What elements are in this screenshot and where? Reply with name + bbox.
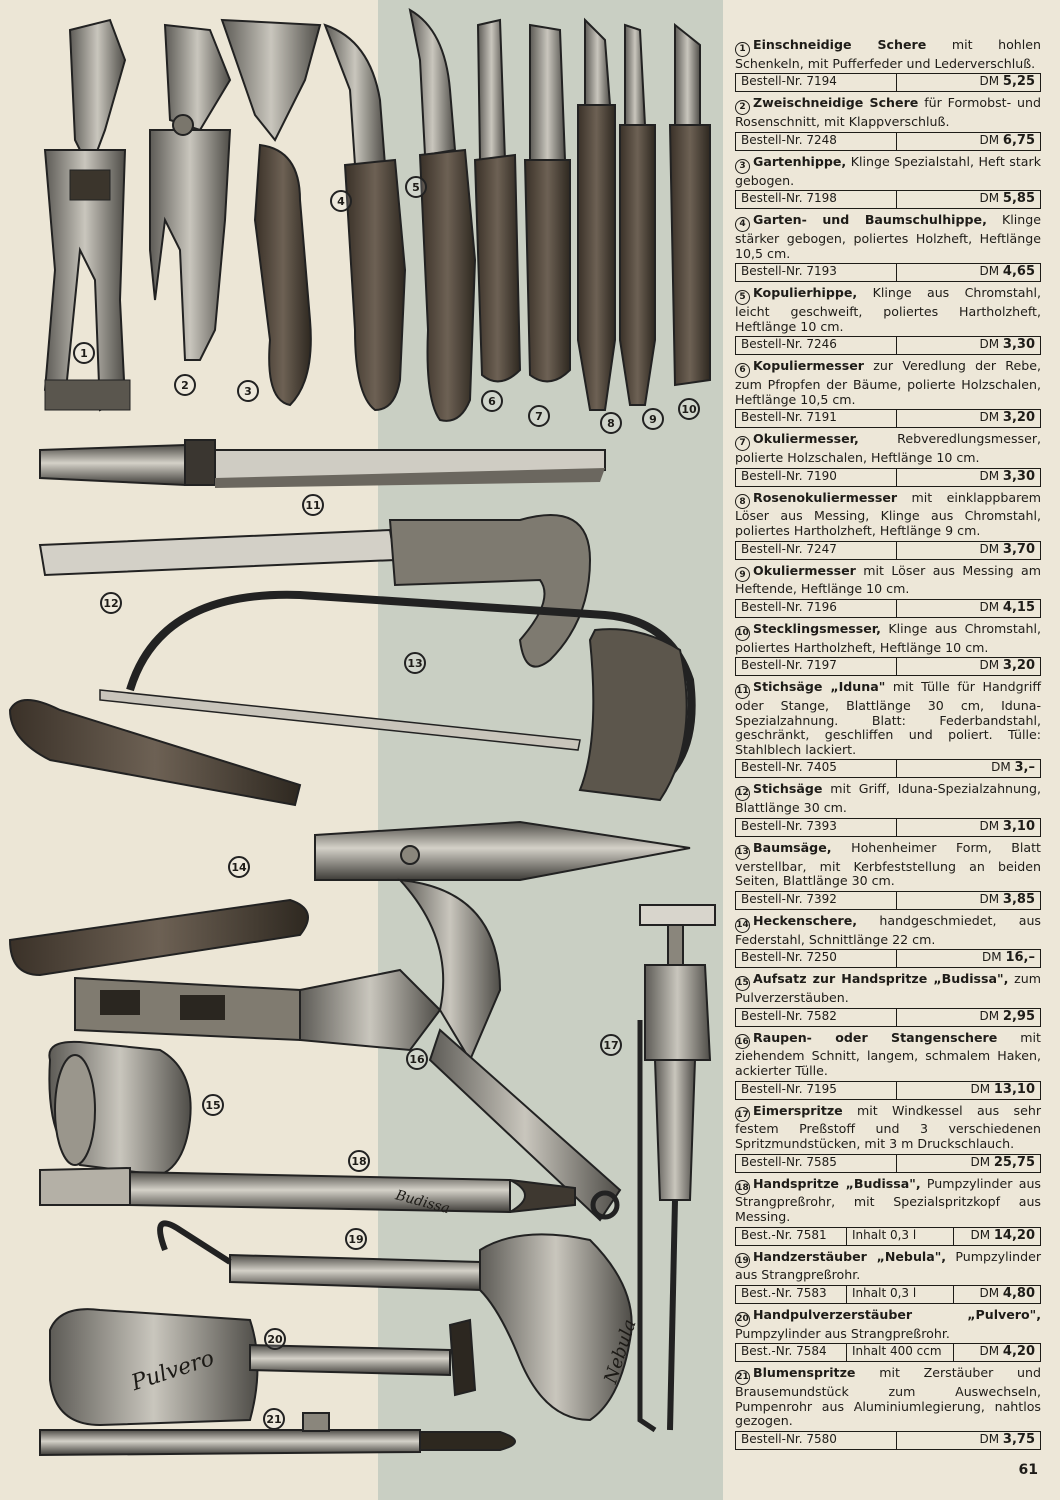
order-box xyxy=(735,336,1041,355)
catalog-item-4 xyxy=(735,213,1041,282)
catalog-item-9 xyxy=(735,564,1041,618)
item-number: 3 xyxy=(735,159,750,174)
order-box xyxy=(735,1227,1041,1246)
item-description xyxy=(735,1031,1041,1079)
order-price xyxy=(897,469,1040,486)
shears-2-illustration xyxy=(150,25,230,360)
price-currency: DM xyxy=(979,468,1000,483)
order-number: Bestell-Nr. 7190 xyxy=(736,469,897,486)
price-value: 13,10 xyxy=(993,1081,1035,1097)
order-number: Bestell-Nr. 7247 xyxy=(736,542,897,559)
catalog-item-10 xyxy=(735,622,1041,676)
item-title: Blumenspritze xyxy=(753,1365,856,1381)
order-box xyxy=(735,1285,1041,1304)
price-value: 3,85 xyxy=(1002,891,1035,907)
catalog-item-5 xyxy=(735,286,1041,355)
price-currency: DM xyxy=(979,410,1000,425)
price-value: 25,75 xyxy=(993,1154,1035,1170)
item-desc-text: Pumpzylinder aus Strangpreßrohr. xyxy=(735,1325,950,1341)
order-price xyxy=(897,337,1040,354)
item-desc-text: zum Pulverzerstäuben. xyxy=(735,971,1041,1006)
item-description xyxy=(735,432,1041,465)
item-number: 20 xyxy=(735,1312,750,1327)
attachment-15-illustration xyxy=(49,1042,190,1175)
item-desc-text: Pumpzylinder aus Strangpreßrohr, mit Spezialspritzkopf aus Messing. xyxy=(735,1175,1041,1224)
item-desc-text: Klinge Spezialstahl, Heft stark gebogen. xyxy=(735,153,1041,188)
item-title: Kopuliermesser xyxy=(753,358,864,374)
order-box xyxy=(735,599,1041,618)
callout-16: 16 xyxy=(406,1048,428,1070)
catalog-item-2 xyxy=(735,96,1041,150)
order-number: Bestell-Nr. 7585 xyxy=(736,1155,897,1172)
price-value: 3,75 xyxy=(1002,1431,1035,1447)
item-number: 8 xyxy=(735,494,750,509)
order-number: Bestell-Nr. 7191 xyxy=(736,410,897,427)
catalog-item-17 xyxy=(735,1104,1041,1173)
item-number: 2 xyxy=(735,100,750,115)
catalog-item-8 xyxy=(735,491,1041,560)
item-title: Okuliermesser, xyxy=(753,431,859,447)
item-description xyxy=(735,972,1041,1005)
order-price xyxy=(897,892,1040,909)
hand-sprayer-18-illustration xyxy=(40,1168,575,1212)
price-value: 3,20 xyxy=(1002,410,1035,426)
catalog-item-19 xyxy=(735,1250,1041,1304)
item-number: 13 xyxy=(735,845,750,860)
order-box xyxy=(735,190,1041,209)
order-box xyxy=(735,1081,1041,1100)
price-value: 3,30 xyxy=(1002,337,1035,353)
price-value: 3,70 xyxy=(1002,541,1035,557)
item-number: 10 xyxy=(735,626,750,641)
item-desc-text: mit hohlen Schenkeln, mit Pufferfeder und Lederverschluß. xyxy=(735,37,1041,71)
item-title: Garten- und Baumschulhippe, xyxy=(753,212,987,228)
order-price xyxy=(954,1344,1040,1361)
catalog-item-15 xyxy=(735,972,1041,1026)
item-desc-text: mit einklappbarem Löser aus Messing, Klinge aus Chromstahl, poliertes Hartholzheft, Heftlänge 9 cm. xyxy=(735,489,1041,538)
item-number: 17 xyxy=(735,1107,750,1122)
order-number: Bestell-Nr. 7194 xyxy=(736,74,897,91)
order-number: Bestell-Nr. 7393 xyxy=(736,819,897,836)
item-description xyxy=(735,1104,1041,1152)
order-box xyxy=(735,1343,1041,1362)
item-number: 16 xyxy=(735,1034,750,1049)
item-title: Einschneidige Schere xyxy=(753,37,927,52)
price-currency: DM xyxy=(979,541,1000,556)
order-number: Bestell-Nr. 7198 xyxy=(736,191,897,208)
callout-4: 4 xyxy=(330,190,352,212)
price-value: 3,10 xyxy=(1002,818,1035,834)
callout-12: 12 xyxy=(100,592,122,614)
callout-14: 14 xyxy=(228,856,250,878)
item-description xyxy=(735,155,1041,188)
item-title: Handpulverzerstäuber „Pulvero", xyxy=(753,1306,1041,1322)
item-desc-text: mit Löser aus Messing am Heftende, Heftlänge 10 cm. xyxy=(735,562,1041,597)
price-currency: DM xyxy=(979,658,1000,673)
item-title: Kopulierhippe, xyxy=(753,285,858,301)
item-description xyxy=(735,1308,1041,1341)
item-description xyxy=(735,286,1041,334)
item-number: 6 xyxy=(735,363,750,378)
item-desc-text: handgeschmiedet, aus Federstahl, Schnittlänge 22 cm. xyxy=(735,912,1041,947)
order-box xyxy=(735,1008,1041,1027)
order-number: Bestell-Nr. 7193 xyxy=(736,264,897,281)
order-number: Bestell-Nr. 7248 xyxy=(736,133,897,150)
order-box xyxy=(735,541,1041,560)
item-title: Stecklingsmesser, xyxy=(753,620,881,636)
catalog-item-12 xyxy=(735,782,1041,836)
item-description xyxy=(735,914,1041,947)
order-box xyxy=(735,468,1041,487)
callout-5: 5 xyxy=(405,176,427,198)
item-desc-text: mit Griff, Iduna-Spezialzahnung, Blattlänge 30 cm. xyxy=(735,781,1041,816)
item-description xyxy=(735,96,1041,129)
order-number: Bestell-Nr. 7582 xyxy=(736,1009,897,1026)
order-price xyxy=(897,658,1040,675)
order-number: Bestell-Nr. 7246 xyxy=(736,337,897,354)
catalog-item-13 xyxy=(735,841,1041,910)
price-currency: DM xyxy=(970,1227,991,1242)
price-currency: DM xyxy=(979,1285,1000,1300)
order-number: Best.-Nr. 7584 xyxy=(736,1344,847,1361)
item-number: 18 xyxy=(735,1180,750,1195)
order-number: Bestell-Nr. 7195 xyxy=(736,1082,897,1099)
order-box xyxy=(735,818,1041,837)
price-currency: DM xyxy=(979,1431,1000,1446)
item-desc-text: Klinge aus Chromstahl, leicht geschweift, poliertes Hartholzheft, Heftlänge 10 cm. xyxy=(735,285,1041,334)
price-currency: DM xyxy=(979,1344,1000,1359)
order-box xyxy=(735,1431,1041,1450)
price-currency: DM xyxy=(991,760,1011,775)
item-desc-text: für Formobst- und Rosenschnitt, mit Klappverschluß. xyxy=(735,95,1041,130)
catalog-item-21 xyxy=(735,1366,1041,1450)
price-currency: DM xyxy=(970,1081,991,1096)
catalog-item-7 xyxy=(735,432,1041,486)
catalog-item-1 xyxy=(735,38,1041,92)
price-value: 3,– xyxy=(1014,760,1035,776)
order-price xyxy=(897,1155,1040,1172)
item-number: 4 xyxy=(735,217,750,232)
callout-10: 10 xyxy=(678,398,700,420)
item-description xyxy=(735,564,1041,597)
order-box xyxy=(735,263,1041,282)
item-title: Handspritze „Budissa", xyxy=(753,1175,921,1191)
order-number: Bestell-Nr. 7197 xyxy=(736,658,897,675)
item-title: Gartenhippe, xyxy=(753,153,847,169)
price-currency: DM xyxy=(979,1008,1000,1023)
order-price xyxy=(897,950,1040,967)
nebula-mark: Nebula xyxy=(600,1316,641,1387)
price-value: 16,– xyxy=(1005,950,1035,966)
order-number: Best.-Nr. 7581 xyxy=(736,1228,847,1245)
catalog-item-3 xyxy=(735,155,1041,209)
callout-11: 11 xyxy=(302,494,324,516)
item-title: Heckenschere, xyxy=(753,912,858,928)
item-title: Stichsäge xyxy=(753,781,823,797)
callout-6: 6 xyxy=(481,390,503,412)
item-title: Okuliermesser xyxy=(753,562,856,578)
hedge-shears-14-illustration xyxy=(10,700,690,975)
callout-17: 17 xyxy=(600,1034,622,1056)
catalog-item-6 xyxy=(735,359,1041,428)
item-description xyxy=(735,359,1041,407)
price-currency: DM xyxy=(979,337,1000,352)
saw-11-illustration xyxy=(40,440,605,488)
callout-2: 2 xyxy=(174,374,196,396)
item-desc-text: mit ziehendem Schnitt, langem, schmalem Haken, ackierter Tülle. xyxy=(735,1029,1041,1078)
item-number: 1 xyxy=(735,42,750,57)
price-currency: DM xyxy=(970,1154,991,1169)
item-title: Handzerstäuber „Nebula", xyxy=(753,1248,947,1264)
item-description xyxy=(735,782,1041,815)
order-price xyxy=(954,1228,1040,1245)
page-number: 61 xyxy=(1018,1462,1038,1478)
catalog-column xyxy=(735,38,1041,1454)
item-desc-text: Klinge stärker gebogen, poliertes Holzheft, Heftlänge 10,5 cm. xyxy=(735,212,1041,261)
order-price xyxy=(897,133,1040,150)
order-box xyxy=(735,759,1041,778)
order-content: Inhalt 400 ccm xyxy=(847,1344,954,1361)
item-description xyxy=(735,680,1041,757)
item-number: 19 xyxy=(735,1253,750,1268)
item-desc-text: Pumpzylinder aus Strangpreßrohr. xyxy=(735,1248,1041,1283)
callout-9: 9 xyxy=(642,408,664,430)
item-description xyxy=(735,1177,1041,1225)
item-description xyxy=(735,841,1041,889)
item-description xyxy=(735,491,1041,539)
callout-8: 8 xyxy=(600,412,622,434)
price-value: 4,80 xyxy=(1002,1285,1035,1301)
item-number: 11 xyxy=(735,684,750,699)
item-number: 12 xyxy=(735,786,750,801)
order-price xyxy=(897,264,1040,281)
callout-13: 13 xyxy=(404,652,426,674)
sprayer-17-illustration xyxy=(640,905,715,1430)
item-title: Aufsatz zur Handspritze „Budissa", xyxy=(753,971,1009,987)
price-currency: DM xyxy=(979,891,1000,906)
order-price xyxy=(897,819,1040,836)
price-currency: DM xyxy=(979,191,1000,206)
item-description xyxy=(735,1366,1041,1429)
item-desc-text: mit Zerstäuber und Brausemundstück zum Auswechseln, Pumpenrohr aus Aluminiumlegierung, nahtlos gezogen. xyxy=(735,1365,1041,1429)
order-number: Bestell-Nr. 7196 xyxy=(736,600,897,617)
catalog-item-18 xyxy=(735,1177,1041,1246)
price-value: 4,15 xyxy=(1002,599,1035,615)
callout-15: 15 xyxy=(202,1094,224,1116)
price-currency: DM xyxy=(979,74,1000,89)
item-description xyxy=(735,38,1041,71)
item-desc-text: mit Windkessel aus sehr festem Preßstoff und 3 verschiedenen Spritzmundstücken, mit 3 m Druckschlauch. xyxy=(735,1102,1041,1151)
catalog-item-16 xyxy=(735,1031,1041,1100)
item-desc-text: mit Tülle für Handgriff oder Stange, Blattlänge 30 cm, Iduna-Spezialzahnung. Blatt: Federbandstahl, geschränkt, geschliffen und poliert. Tülle: Stahlblech lackiert. xyxy=(735,679,1041,757)
price-value: 4,20 xyxy=(1002,1344,1035,1360)
item-number: 21 xyxy=(735,1370,750,1385)
item-desc-text: Klinge aus Chromstahl, poliertes Hartholzheft, Heftlänge 10 cm. xyxy=(735,620,1041,655)
order-content: Inhalt 0,3 l xyxy=(847,1228,954,1245)
callout-1: 1 xyxy=(73,342,95,364)
item-description xyxy=(735,1250,1041,1283)
item-desc-text: Rebveredlungsmesser, polierte Holzschalen, Heftlänge 10 cm. xyxy=(735,431,1041,465)
price-value: 2,95 xyxy=(1002,1008,1035,1024)
knives-illustration xyxy=(222,10,710,421)
price-currency: DM xyxy=(979,132,1000,147)
saw-12-illustration xyxy=(40,515,590,667)
order-price xyxy=(897,1082,1040,1099)
item-description xyxy=(735,622,1041,655)
pulvero-20-illustration xyxy=(50,1309,475,1425)
price-value: 5,85 xyxy=(1002,191,1035,207)
order-price xyxy=(897,1009,1040,1026)
price-value: 3,20 xyxy=(1002,658,1035,674)
price-currency: DM xyxy=(979,264,1000,279)
order-price xyxy=(897,542,1040,559)
order-box xyxy=(735,409,1041,428)
item-number: 14 xyxy=(735,918,750,933)
order-price xyxy=(897,410,1040,427)
catalog-item-14 xyxy=(735,914,1041,968)
price-value: 4,65 xyxy=(1002,264,1035,280)
order-price xyxy=(954,1286,1040,1303)
item-title: Rosenokuliermesser xyxy=(753,489,898,505)
order-number: Best.-Nr. 7583 xyxy=(736,1286,847,1303)
catalog-item-20 xyxy=(735,1308,1041,1362)
catalog-item-11 xyxy=(735,680,1041,778)
item-title: Eimerspritze xyxy=(753,1102,843,1118)
item-title: Stichsäge „Iduna" xyxy=(753,679,886,695)
price-currency: DM xyxy=(982,950,1002,965)
item-description xyxy=(735,213,1041,261)
order-number: Bestell-Nr. 7250 xyxy=(736,950,897,967)
order-number: Bestell-Nr. 7580 xyxy=(736,1432,897,1449)
order-box xyxy=(735,132,1041,151)
item-title: Baumsäge, xyxy=(753,839,832,855)
item-desc-text: Hohenheimer Form, Blatt verstellbar, mit Kerbfeststellung an beiden Seiten, Blattlänge 30 cm. xyxy=(735,839,1041,889)
price-value: 6,75 xyxy=(1002,132,1035,148)
budissa-mark: Budissa xyxy=(393,1187,452,1218)
order-price xyxy=(897,600,1040,617)
order-price xyxy=(897,1432,1040,1449)
item-title: Raupen- oder Stangenschere xyxy=(753,1029,998,1045)
item-number: 7 xyxy=(735,436,750,451)
pulvero-mark: Pulvero xyxy=(128,1345,218,1397)
order-box xyxy=(735,949,1041,968)
order-price xyxy=(897,74,1040,91)
item-title: Zweischneidige Schere xyxy=(753,95,919,111)
order-content: Inhalt 0,3 l xyxy=(847,1286,954,1303)
item-desc-text: zur Veredlung der Rebe, zum Pfropfen der Bäume, polierte Holzschalen, Heftlänge 10,5 cm. xyxy=(735,358,1041,407)
price-value: 14,20 xyxy=(993,1227,1035,1243)
item-number: 9 xyxy=(735,567,750,582)
order-box xyxy=(735,73,1041,92)
price-value: 5,25 xyxy=(1002,74,1035,90)
callout-18: 18 xyxy=(348,1150,370,1172)
price-value: 3,30 xyxy=(1002,468,1035,484)
order-number: Bestell-Nr. 7392 xyxy=(736,892,897,909)
order-price xyxy=(897,760,1040,777)
order-box xyxy=(735,657,1041,676)
item-number: 5 xyxy=(735,290,750,305)
callout-7: 7 xyxy=(528,405,550,427)
price-currency: DM xyxy=(979,818,1000,833)
callout-3: 3 xyxy=(237,380,259,402)
order-box xyxy=(735,1154,1041,1173)
item-number: 15 xyxy=(735,976,750,991)
order-number: Bestell-Nr. 7405 xyxy=(736,760,897,777)
order-price xyxy=(897,191,1040,208)
order-box xyxy=(735,891,1041,910)
price-currency: DM xyxy=(979,599,1000,614)
callout-19: 19 xyxy=(345,1228,367,1250)
callout-20: 20 xyxy=(264,1328,286,1350)
callout-21: 21 xyxy=(263,1408,285,1430)
